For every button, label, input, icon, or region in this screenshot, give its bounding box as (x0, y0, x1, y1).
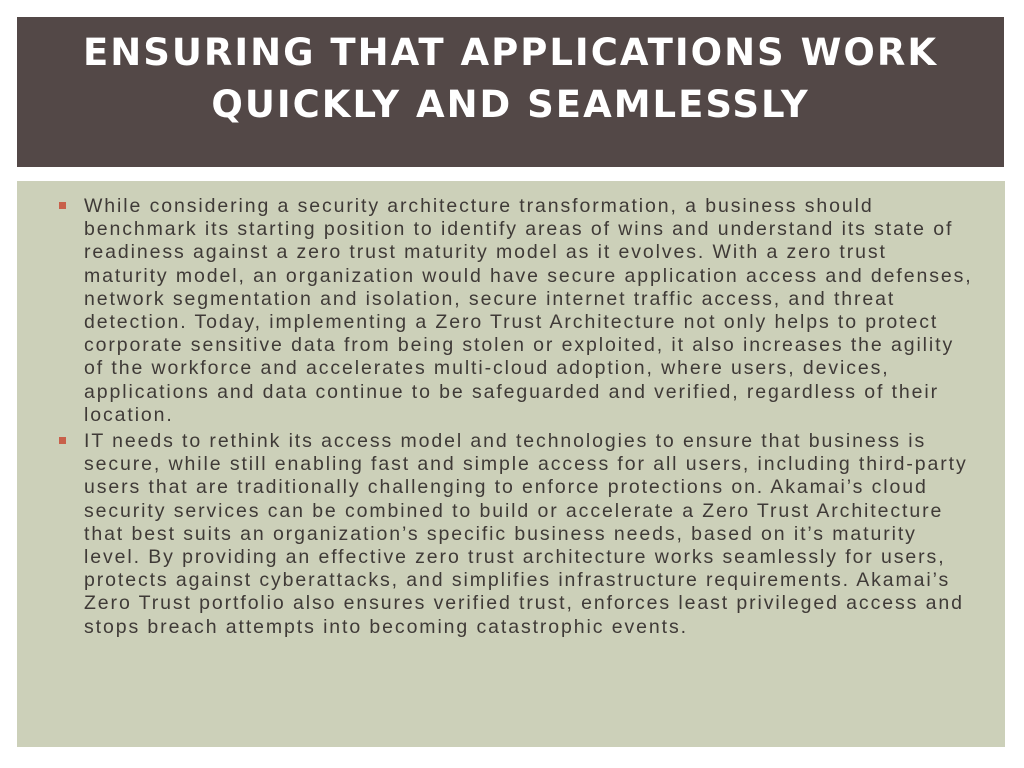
title-bar (17, 17, 1004, 167)
bullet-item-2 (59, 430, 975, 639)
content-panel (17, 181, 1005, 747)
bullet-list (59, 195, 975, 639)
bullet-item-1 (59, 195, 975, 427)
bullet-text-2: IT needs to rethink its access model and technologies to ensure that business is secure, while still enabling fast and simple access for all users, including third-party users that are traditionally challenging to enforce protections on. Akamai’s cloud security services can be combined to build or accelerate a Zero Trust Architecture that best suits an organization’s specific business needs, based on it’s maturity level. By providing an effective zero trust architecture works seamlessly for users, protects against cyberattacks, and simplifies infrastructure requirements. Akamai’s Zero Trust portfolio also ensures verified trust, enforces least privileged access and stops breach attempts into becoming catastrophic events. (84, 430, 968, 638)
square-bullet-icon (59, 202, 66, 209)
bullet-text-1: While considering a security architecture transformation, a business should benchmark its starting position to identify areas of wins and understand its state of readiness against a zero trust maturity model as it evolves. With a zero trust maturity model, an organization would have secure application access and defenses, network segmentation and isolation, secure internet traffic access, and threat detection. Today, implementing a Zero Trust Architecture not only helps to protect corporate sensitive data from being stolen or exploited, it also increases the agility of the workforce and accelerates multi-cloud adoption, where users, devices, applications and data continue to be safeguarded and verified, regardless of their location. (84, 195, 973, 426)
slide-title: ENSURING THAT APPLICATIONS WORK QUICKLY AND SEAMLESSLY (82, 31, 938, 126)
square-bullet-icon (59, 437, 66, 444)
